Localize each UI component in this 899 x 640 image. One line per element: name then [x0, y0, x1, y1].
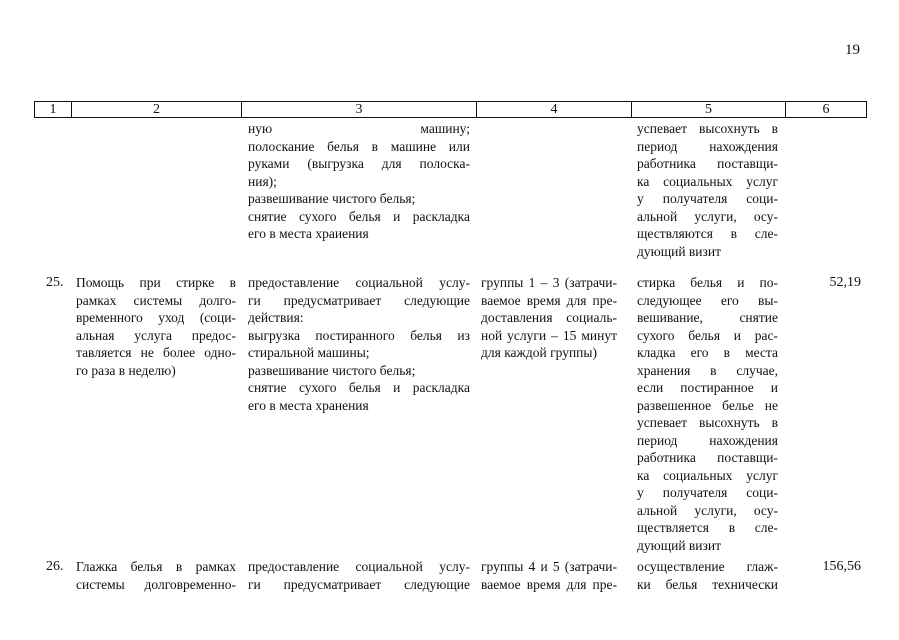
text-line: руками (выгрузка для полоска-	[248, 156, 470, 171]
row-number: 26.	[46, 559, 64, 574]
text-line: альной услуги, осу-	[637, 502, 778, 518]
text-line: стиральной машины;	[248, 345, 370, 360]
text-line: ной услуги – 15 минут	[481, 327, 617, 343]
text-line: альная услуга предос-	[76, 327, 236, 343]
text-line: ги предусматривает следующие	[248, 292, 470, 308]
text-line: снятие сухого белья и раскладка	[248, 208, 470, 224]
text-line: ки белья технически	[637, 576, 778, 592]
service-name	[76, 558, 236, 593]
text-line: для каждой группы)	[481, 345, 597, 360]
text-line: ную машину;	[248, 121, 470, 136]
text-line: предоставление социальной услу-	[248, 559, 470, 574]
service-conditions	[637, 558, 778, 593]
text-line: у получателя соци-	[637, 485, 778, 500]
text-line: вешивание, снятие	[637, 310, 778, 325]
text-line: группы 1 – 3 (затрачи-	[481, 275, 617, 290]
row-number: 25.	[46, 275, 64, 290]
service-name	[76, 274, 236, 379]
text-line: выгрузка постиранного белья из	[248, 327, 470, 343]
header-col-2: 2	[72, 102, 242, 117]
text-line: альной услуги, осу-	[637, 208, 778, 224]
service-description	[248, 274, 470, 414]
text-line: осуществление глаж-	[637, 559, 778, 574]
header-col-4: 4	[477, 102, 632, 117]
text-line: если постиранное и	[637, 380, 778, 395]
text-line: полоскание белья в машине или	[248, 138, 470, 154]
text-line: ги предусматривает следующие	[248, 576, 470, 592]
text-line: группы 4 и 5 (затрачи-	[481, 559, 617, 574]
text-line: го раза в неделю)	[76, 362, 176, 378]
service-groups	[481, 274, 617, 362]
text-line: ка социальных услуг	[637, 467, 778, 483]
text-line: стирка белья и по-	[637, 275, 778, 290]
text-line: предоставление социальной услу-	[248, 275, 470, 290]
page-number: 19	[845, 42, 860, 58]
text-line: временного уход (соци-	[76, 310, 236, 325]
text-line: ка социальных услуг	[637, 173, 778, 189]
text-line: ваемое время для пре-	[481, 576, 617, 592]
text-line: ществляются в сле-	[637, 226, 778, 241]
text-line: тавляется не более одно-	[76, 345, 236, 360]
text-line: действия:	[248, 310, 304, 325]
text-line: хранения в случае,	[637, 362, 778, 378]
text-line: ваемое время для пре-	[481, 292, 617, 308]
header-col-5: 5	[632, 102, 786, 117]
text-line: дующий визит	[637, 537, 721, 553]
text-line: ния);	[248, 173, 277, 189]
continuation-col3	[248, 120, 470, 243]
text-line: период нахождения	[637, 138, 778, 154]
service-groups	[481, 558, 617, 593]
text-line: работника поставщи-	[637, 156, 778, 171]
text-line: системы долговременно-	[76, 576, 236, 592]
text-line: снятие сухого белья и раскладка	[248, 380, 470, 395]
text-line: сухого белья и рас-	[637, 327, 778, 343]
price-value: 156,56	[822, 559, 861, 574]
header-col-3: 3	[242, 102, 477, 117]
service-description	[248, 558, 470, 593]
table-header-row	[34, 101, 867, 118]
text-line: Помощь при стирке в	[76, 275, 236, 290]
text-line: рамках системы долго-	[76, 292, 236, 308]
text-line: доставления социаль-	[481, 310, 617, 325]
text-line: кладка его в места	[637, 345, 778, 360]
text-line: дующий визит	[637, 243, 721, 259]
text-line: следующее его вы-	[637, 292, 778, 308]
text-line: успевает высохнуть в	[637, 121, 778, 136]
text-line: работника поставщи-	[637, 450, 778, 465]
continuation-col5	[637, 120, 778, 260]
text-line: развешивание чистого белья;	[248, 191, 416, 206]
service-conditions	[637, 274, 778, 554]
text-line: успевает высохнуть в	[637, 415, 778, 430]
text-line: ществляется в сле-	[637, 520, 778, 535]
header-col-6: 6	[822, 102, 830, 117]
text-line: его в места хранения	[248, 397, 369, 413]
text-line: Глажка белья в рамках	[76, 559, 236, 574]
text-line: период нахождения	[637, 432, 778, 448]
text-line: его в места храиения	[248, 226, 369, 241]
header-col-1: 1	[35, 102, 72, 117]
text-line: развешенное белье не	[637, 397, 778, 413]
text-line: у получателя соци-	[637, 191, 778, 206]
text-line: развешивание чистого белья;	[248, 362, 416, 378]
price-value: 52,19	[829, 275, 861, 290]
